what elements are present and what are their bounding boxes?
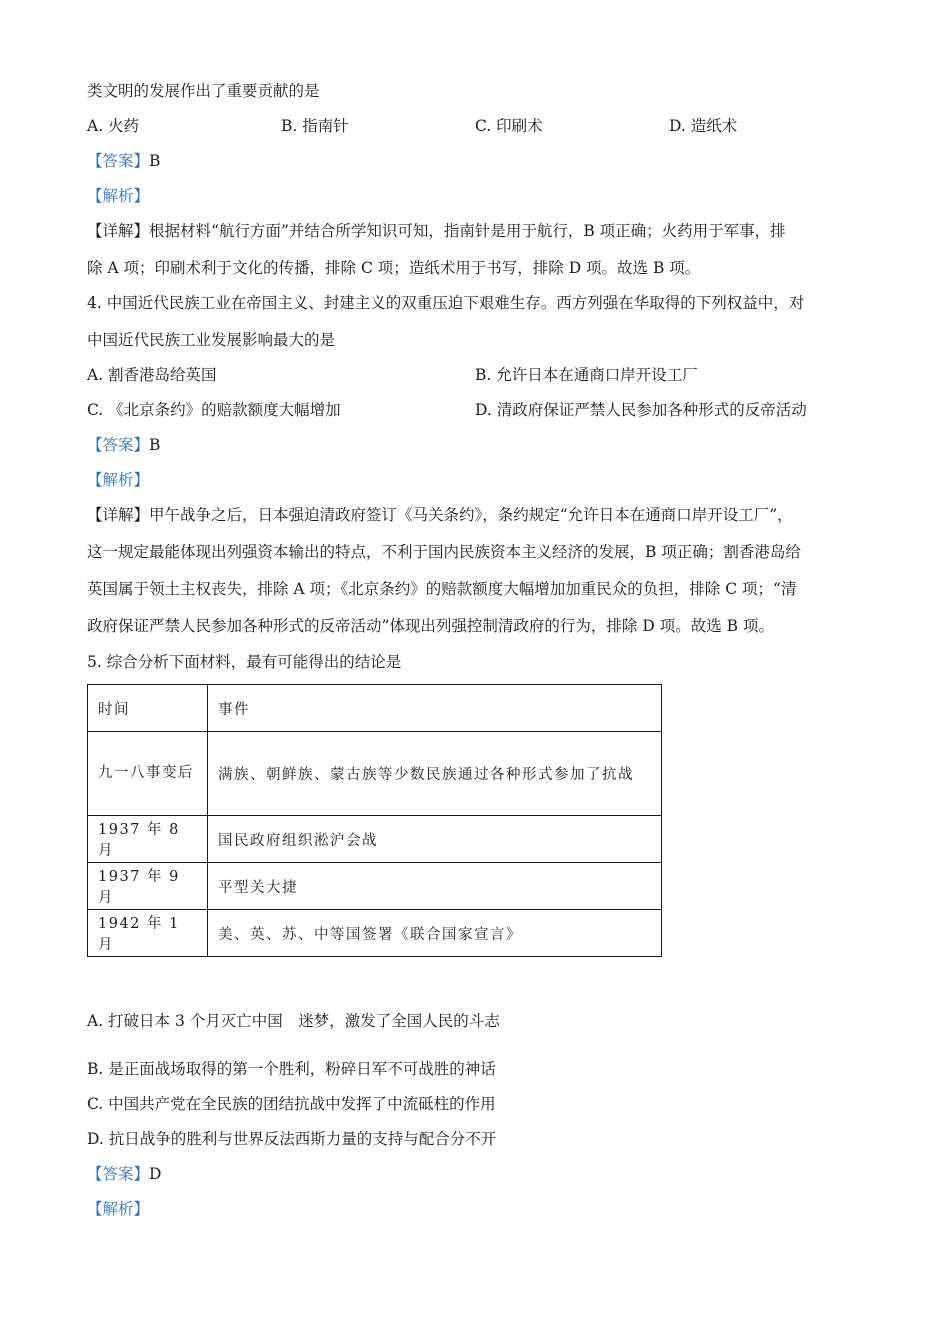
q4-option-c: C. 《北京条约》的赔款额度大幅增加 (87, 401, 341, 419)
q5-answer (87, 1164, 161, 1184)
q3-option-a: A. 火药 (87, 117, 140, 135)
q4-detail-line-4: 政府保证严禁人民参加各种形式的反帝活动”体现出列强控制清政府的行为，排除 D 项。故选 B 项。 (87, 617, 774, 635)
q3-detail-line-2: 除 A 项；印刷术利于文化的传播，排除 C 项；造纸术用于书写，排除 D 项。故选 B 项。 (87, 259, 701, 277)
q5-option-c: C. 中国共产党在全民族的团结抗战中发挥了中流砥柱的作用 (87, 1095, 496, 1113)
q3-option-c: C. 印刷术 (475, 117, 543, 135)
answer-value: B (149, 152, 161, 170)
row-event: 满族、朝鲜族、蒙古族等少数民族通过各种形式参加了抗战 (208, 732, 662, 816)
row-time: 九一八事变后 (88, 732, 208, 816)
q5-option-d: D. 抗日战争的胜利与世界反法西斯力量的支持与配合分不开 (87, 1130, 497, 1148)
table-header-row (88, 685, 662, 732)
q5-analysis-tag: 【解析】 (87, 1200, 150, 1218)
q3-detail-line-1 (87, 221, 786, 241)
row-time: 1942 年 1 月 (88, 910, 208, 957)
detail-text: 根据材料“航行方面”并结合所学知识可知，指南针是用于航行，B 项正确；火药用于军事，排 (149, 222, 786, 240)
q3-option-d: D. 造纸术 (669, 117, 738, 135)
events-table (87, 684, 662, 957)
detail-text: 甲午战争之后，日本强迫清政府签订《马关条约》，条约规定“允许日本在通商口岸开设工厂”， (149, 506, 793, 524)
q5-option-a: A. 打破日本 3 个月灭亡中国 迷梦，激发了全国人民的斗志 (87, 1012, 500, 1030)
q4-option-b: B. 允许日本在通商口岸开设工厂 (475, 366, 698, 384)
q4-option-a: A. 割香港岛给英国 (87, 366, 217, 384)
q3-analysis-tag: 【解析】 (87, 187, 150, 205)
header-time: 时间 (88, 685, 208, 732)
answer-value: B (149, 436, 161, 454)
header-event: 事件 (208, 685, 662, 732)
q4-option-d: D. 清政府保证严禁人民参加各种形式的反帝活动 (475, 401, 807, 419)
table-row (88, 816, 662, 863)
answer-value: D (149, 1165, 162, 1183)
answer-tag: 【答案】 (87, 152, 150, 170)
q3-option-b: B. 指南针 (281, 117, 349, 135)
q4-detail-line-3: 英国属于领土主权丧失，排除 A 项；《北京条约》的赔款额度大幅增加加重民众的负担，排除 C 项；“清 (87, 580, 797, 598)
detail-tag: 【详解】 (87, 222, 150, 240)
table-row (88, 910, 662, 957)
detail-tag: 【详解】 (87, 506, 150, 524)
row-event: 平型关大捷 (208, 863, 662, 910)
answer-tag: 【答案】 (87, 436, 150, 454)
q4-answer (87, 435, 160, 455)
answer-tag: 【答案】 (87, 1165, 150, 1183)
table-row (88, 732, 662, 816)
table-row (88, 863, 662, 910)
q4-detail-line-2: 这一规定最能体现出列强资本输出的特点，不利于国内民族资本主义经济的发展，B 项正确；割香港岛给 (87, 543, 801, 561)
q3-answer (87, 151, 160, 171)
q5-option-b: B. 是正面战场取得的第一个胜利，粉碎日军不可战胜的神话 (87, 1060, 496, 1078)
q4-analysis-tag: 【解析】 (87, 471, 150, 489)
row-time: 1937 年 8 月 (88, 816, 208, 863)
q4-stem-line-2: 中国近代民族工业发展影响最大的是 (87, 331, 336, 349)
row-event: 国民政府组织淞沪会战 (208, 816, 662, 863)
q3-stem-tail: 类文明的发展作出了重要贡献的是 (87, 82, 320, 100)
row-time: 1937 年 9 月 (88, 863, 208, 910)
q5-stem: 5. 综合分析下面材料，最有可能得出的结论是 (87, 653, 402, 671)
row-event: 美、英、苏、中等国签署《联合国家宣言》 (208, 910, 662, 957)
q4-stem-line-1: 4. 中国近代民族工业在帝国主义、封建主义的双重压迫下艰难生存。西方列强在华取得的下列权益中，对 (87, 294, 805, 312)
q4-detail-line-1 (87, 505, 793, 525)
